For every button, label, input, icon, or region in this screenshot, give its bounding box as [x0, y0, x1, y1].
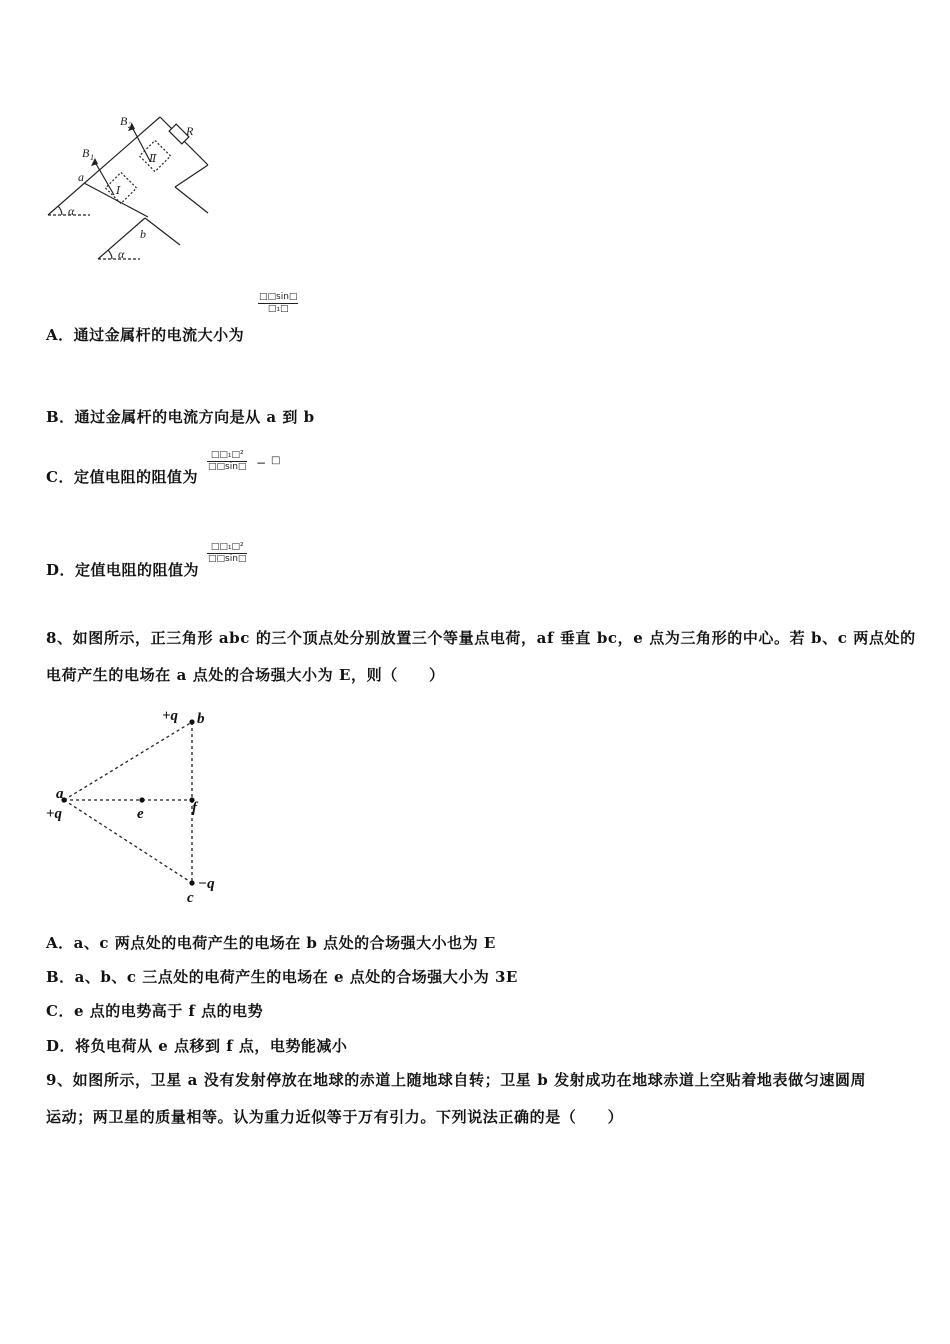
option-c-tail: □ — [271, 455, 281, 466]
option-d-text: D．定值电阻的阻值为 — [46, 561, 200, 579]
q8-option-d: D．将负电荷从 e 点移到 f 点，电势能减小 — [46, 1037, 348, 1055]
label-B1-sub: 1 — [90, 153, 94, 162]
option-c-minus: − — [256, 456, 267, 470]
label-B2-sub: 2 — [128, 121, 132, 130]
option-a-frac-num: □□sin□ — [259, 292, 298, 302]
label-e: e — [137, 806, 144, 822]
question-9-line-1: 9、如图所示，卫星 a 没有发射停放在地球的赤道上随地球自转；卫星 b 发射成功在地球赤道上空贴着地表做匀速圆周 — [46, 1071, 867, 1089]
option-d-fraction — [207, 542, 247, 565]
option-d-frac-num: □□₁□² — [207, 542, 247, 554]
label-alpha-1: α — [68, 204, 75, 218]
label-b: b — [140, 227, 146, 241]
option-a-text: A．通过金属杆的电流大小为 — [46, 326, 245, 344]
option-d-frac-den: □□sin□ — [208, 554, 247, 564]
label-b: b — [197, 711, 205, 727]
option-a-frac-den: □₁□ — [267, 304, 289, 314]
charge-b: +q — [162, 708, 179, 724]
question-8-line-1: 8、如图所示，正三角形 abc 的三个顶点处分别放置三个等量点电荷，af 垂直 bc，e 点为三角形的中心。若 b、c 两点处的 — [46, 629, 916, 647]
label-a: a — [56, 786, 64, 802]
label-alpha-2: α — [118, 247, 125, 261]
label-c: c — [187, 890, 194, 906]
q8-option-c: C．e 点的电势高于 f 点的电势 — [46, 1002, 264, 1020]
rail-magnetic-field-figure — [40, 105, 240, 270]
label-region-I: Ⅰ — [116, 185, 121, 197]
charge-a: +q — [46, 806, 63, 822]
option-b-text: B．通过金属杆的电流方向是从 a 到 b — [46, 408, 315, 426]
q8-option-a: A．a、c 两点处的电荷产生的电场在 b 点处的合场强大小也为 E — [46, 934, 496, 952]
point-e — [139, 797, 144, 802]
option-c-frac-num: □□₁□² — [207, 450, 247, 462]
label-B1: B — [82, 146, 90, 160]
option-c-fraction — [207, 450, 247, 473]
label-a: a — [78, 170, 84, 184]
question-8-line-2: 电荷产生的电场在 a 点处的合场强大小为 E，则（ ） — [46, 666, 445, 684]
option-a-fraction — [258, 292, 298, 315]
label-f: f — [192, 800, 197, 816]
option-c-frac-den: □□sin□ — [208, 462, 247, 472]
option-c-text: C．定值电阻的阻值为 — [46, 468, 198, 486]
charge-c: −q — [198, 876, 215, 892]
question-9-line-2: 运动；两卫星的质量相等。认为重力近似等于万有引力。下列说法正确的是（ ） — [46, 1108, 624, 1126]
label-B2: B — [120, 114, 128, 128]
point-c — [189, 880, 194, 885]
label-region-II: Ⅱ — [149, 153, 157, 165]
triangle-charges-figure — [40, 700, 240, 910]
q8-option-b: B．a、b、c 三点处的电荷产生的电场在 e 点处的合场强大小为 3E — [46, 968, 518, 986]
point-b — [189, 719, 194, 724]
label-R: R — [186, 124, 194, 138]
